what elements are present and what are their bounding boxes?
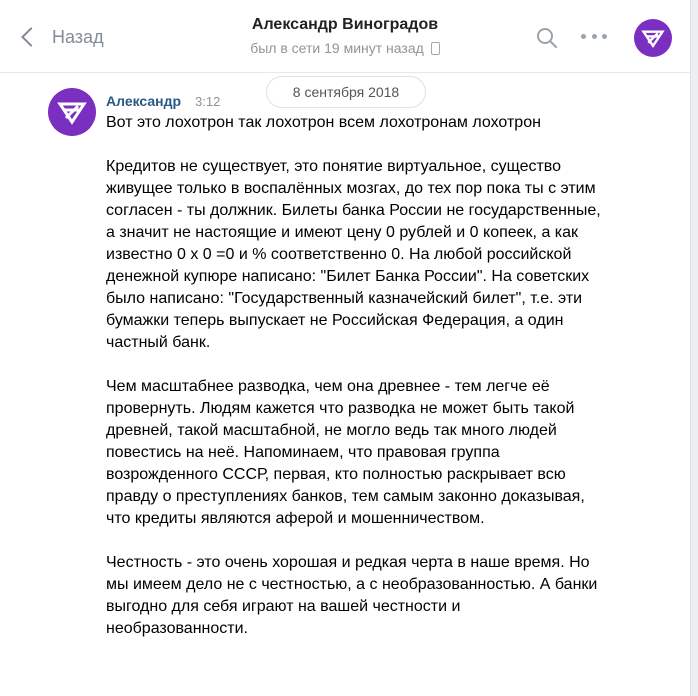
peer-status-text: был в сети 19 минут назад	[250, 40, 424, 56]
message-paragraph: Вот это лохотрон так лохотрон всем лохотронам лохотрон	[106, 114, 541, 131]
mobile-phone-icon	[431, 42, 440, 55]
back-label: Назад	[52, 26, 104, 47]
peer-name: Александр Виноградов	[251, 16, 439, 33]
peer-info[interactable]	[200, 16, 490, 56]
avatar[interactable]	[48, 88, 96, 136]
message-paragraph: Кредитов не существует, это понятие виртуальное, существо живущее только в воспалённых мозгах, до тех пор пока ты с этим согласен - ты должник. Билеты банка России не государственные, а значит не настоящие и имеют цену 0 рублей и 0 копеек, а как известно 0 х 0 =0 и % соответственно 0. На любой российской денежной купюре написано: "Билет Банка России". На советских было написано: "Государственный казначейский билет", т.е. эти бумажки теперь выпускает не Российская Федерация, а один частный банк.	[106, 158, 601, 351]
avatar[interactable]	[634, 19, 672, 57]
search-icon[interactable]	[536, 27, 558, 49]
message-paragraph: Чем масштабнее разводка, чем она древнее - тем легче её провернуть. Людям кажется что разводка не может быть такой древней, такой масштабной, не могло ведь так много людей повестись на неё. Напоминаем, что правовая группа возрожденного СССР, первая, кто полностью раскрывает всю правду о преступлениях банков, тем самым законно доказывая, что кредиты являются аферой и мошенничеством.	[106, 378, 585, 527]
chevron-left-icon	[21, 27, 41, 47]
more-dots-icon[interactable]	[581, 34, 607, 42]
message-author[interactable]: Александр	[106, 93, 182, 109]
message-paragraph: Честность - это очень хорошая и редкая черта в наше время. Но мы имеем дело не с честностью, а с необразованностью. А банки выгодно для себя играют на вашей честности и необразованности.	[106, 554, 598, 637]
message-body	[106, 112, 606, 662]
message-time[interactable]: 3:12	[195, 94, 221, 109]
peer-status	[200, 40, 490, 56]
date-separator: 8 сентября 2018	[266, 76, 426, 108]
chat-header	[0, 0, 690, 73]
back-button[interactable]	[18, 22, 104, 52]
